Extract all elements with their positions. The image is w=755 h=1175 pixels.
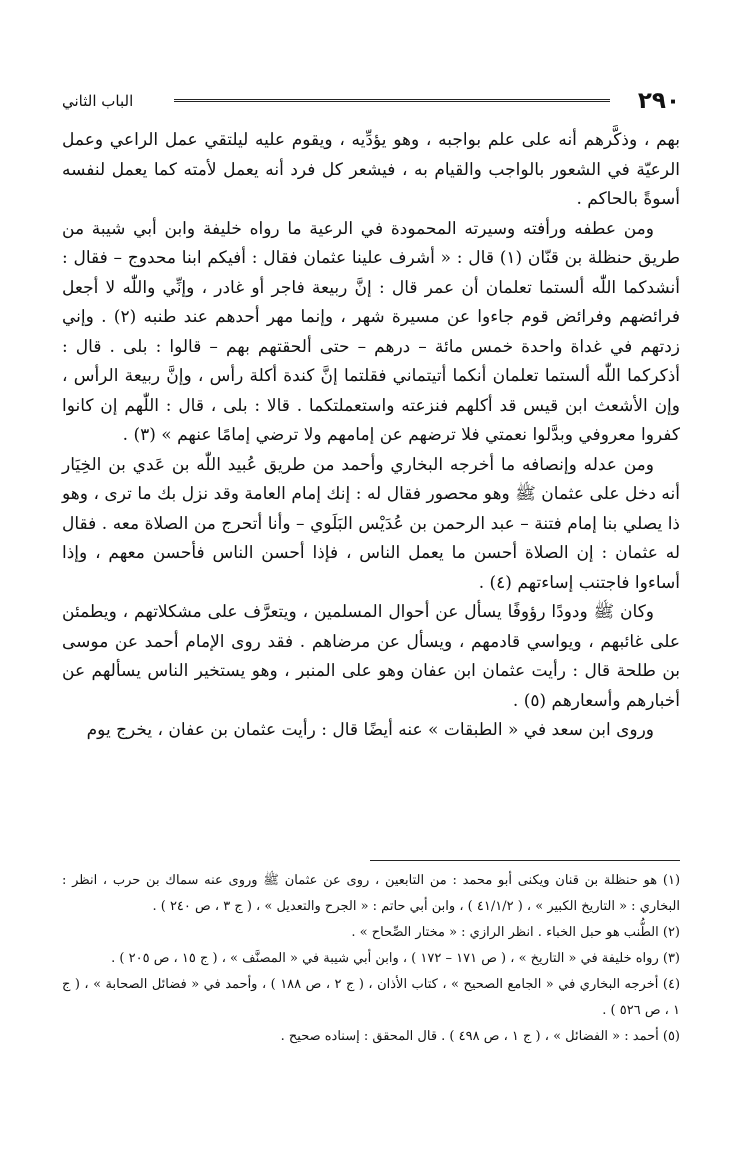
footnote: (٢) الطُّنب هو حبل الخباء . انظر الرازي : « مختار الصِّحاح » . bbox=[351, 925, 680, 940]
footnote: (٥) أحمد : « الفضائل » ، ( ج ١ ، ص ٤٩٨ ) . قال المحقق : إسناده صحيح . bbox=[280, 1029, 680, 1044]
chapter-title: الباب الثاني bbox=[62, 92, 134, 110]
footnote: (٤) أخرجه البخاري في « الجامع الصحيح » ، كتاب الأذان ، ( ج ٢ ، ص ١٨٨ ) ، وأحمد في « فضائل الصحابة » ، ( ج ١ ، ص ٥٢٦ ) . bbox=[62, 977, 681, 1018]
footnotes bbox=[62, 868, 680, 1050]
footnote: (١) هو حنظلة بن قنان ويكنى أبو محمد : من التابعين ، روى عن عثمان ﷺ وروى عنه سماك بن حرب ، انظر : البخاري : « التاريخ الكبير » ، ( ٤١/١/٢ ) ، وابن أبي حاتم : « الجرح والتعديل » ، ( ج ٣ ، ص ٢٤٠ ) . bbox=[62, 873, 681, 914]
footnote: (٣) رواه خليفة في « التاريخ » ، ( ص ١٧١ – ١٧٢ ) ، وابن أبي شيبة في « المصنَّف » ، ( ج ١٥ ، ص ٢٠٥ ) . bbox=[111, 951, 680, 966]
paragraph: وكان ﷺ ودودًا رؤوفًا يسأل عن أحوال المسلمين ، ويتعرَّف على مشكلاتهم ، ويطمئن على غائبهم ، ويواسي قادمهم ، ويسأل عن مرضاهم . فقد روى الإمام أحمد عن موسى بن طلحة قال : رأيت عثمان ابن عفان وهو على المنبر ، وهو يستخير الناس يسألهم عن أخبارهم وأسعارهم (٥) . bbox=[62, 602, 680, 711]
paragraph: ومن عطفه ورأفته وسيرته المحمودة في الرعية ما رواه خليفة وابن أبي شيبة من طريق حنظلة بن قنّان (١) قال : « أشرف علينا عثمان فقال : أفيكم ابنا محدوج – فقال : أنشدكما اللّٰه ألستما تعلمان أن عمر قال : إنَّ ربيعة فاجر أو غادر ، وإنِّي واللّٰه لا أجعل فرائضهم وفرائض قوم جاءوا عن مسيرة شهر ، وإنما مهر أحدهم عند طنبه (٢) . وإني زدتهم في غداة واحدة خمس مائة – درهم – حتى ألحقتهم بهم – قالوا : بلى . قال : أذكركما اللّٰه ألستما تعلمان أنكما أتيتماني فقلتما إنَّ كندة أكلة رأس ، وإنَّ ربيعة الرأس ، وإن الأشعث ابن قيس قد أكلهم فنزعته واستعملتكما . قالا : بلى ، قال : اللّٰهم إن كانوا كفروا معروفي وبدَّلوا نعمتي فلا ترضهم عن إمامهم ولا ترضي إمامًا عنهم » (٣) . bbox=[62, 218, 680, 445]
paragraph: وروى ابن سعد في « الطبقات » عنه أيضًا قال : رأيت عثمان بن عفان ، يخرج يوم bbox=[86, 720, 654, 740]
paragraph: ومن عدله وإنصافه ما أخرجه البخاري وأحمد من طريق عُبيد اللّٰه بن عَدي بن الخِيَار أنه دخل على عثمان ﷺ وهو محصور فقال له : إنك إمام العامة وقد نزل بك ما ترى ، وهو ذا يصلي بنا إمام فتنة – عبد الرحمن بن عُدَيْس البَلَوي – وأنا أتحرج من الصلاة معه . فقال له عثمان : إن الصلاة أحسن ما يعمل الناس ، فإذا أحسن الناس فأحسن معهم ، وإذا أساءوا فاجتنب إساءتهم (٤) . bbox=[62, 454, 680, 593]
main-text bbox=[62, 126, 680, 746]
paragraph: بهم ، وذكَّرهم أنه على علم بواجبه ، وهو يؤدِّيه ، ويقوم عليه ليلتقي عمل الراعي وعمل الرعيّة في الشعور بالواجب والقيام به ، فيشعر كل فرد أنه يعمل لأمته كما يعمل لنفسه أسوةً بالحاكم . bbox=[62, 130, 680, 209]
header-rule bbox=[174, 99, 610, 102]
footnote-separator bbox=[370, 860, 680, 861]
page-number: ٢٩٠ bbox=[637, 88, 680, 114]
page-header bbox=[62, 84, 680, 118]
